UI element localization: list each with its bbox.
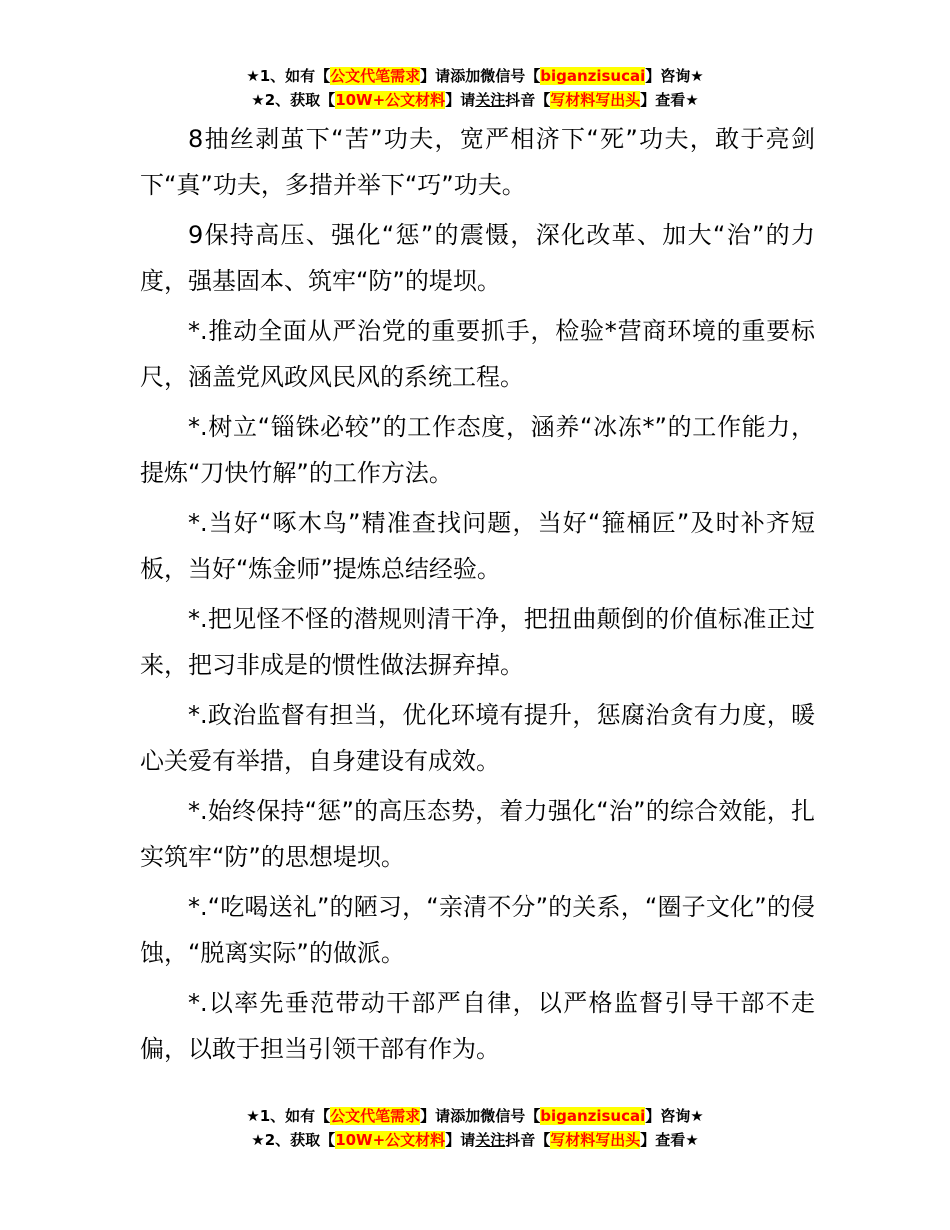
highlight-douyin: 写材料写出头 <box>550 1131 641 1149</box>
banner-text: 抖音【 <box>505 1131 551 1149</box>
paragraph: *.政治监督有担当，优化环境有提升，惩腐治贪有力度，暖心关爱有举措，自身建设有成效。 <box>140 701 815 775</box>
highlight-service: 公文代笔需求 <box>330 1107 421 1125</box>
paragraph: *.当好“啄木鸟”精准查找问题，当好“箍桶匠”及时补齐短板，当好“炼金师”提炼总结经验。 <box>140 509 815 583</box>
paragraph: *.以率先垂范带动干部严自律，以严格监督引导干部不走偏，以敢于担当引领干部有作为。 <box>140 989 815 1063</box>
banner-text: 】查看★ <box>640 1131 699 1149</box>
banner-text: 】请 <box>420 67 451 85</box>
banner-text: 关注 <box>475 91 506 109</box>
banner-text: 添加 <box>450 67 481 85</box>
highlight-materials: 10W+公文材料 <box>335 1131 446 1149</box>
banner-text: 】咨询★ <box>645 67 704 85</box>
highlight-wechat-id: biganzisucai <box>540 1107 646 1125</box>
banner-line-2 <box>0 1128 950 1152</box>
banner-text: 抖音【 <box>505 91 551 109</box>
banner-text: ★1、如有【 <box>246 67 331 85</box>
banner-text: 添加 <box>450 1107 481 1125</box>
paragraph: *.始终保持“惩”的高压态势，着力强化“治”的综合效能，扎实筑牢“防”的思想堤坝。 <box>140 797 815 871</box>
banner-text: 】请 <box>445 91 476 109</box>
paragraph: *.树立“锱铢必较”的工作态度，涵养“冰冻*”的工作能力，提炼“刀快竹解”的工作方法。 <box>140 413 815 487</box>
banner-text: 关注 <box>475 1131 506 1149</box>
banner-text: ★2、获取【 <box>251 1131 336 1149</box>
banner-text: 】查看★ <box>640 91 699 109</box>
header-banner <box>0 64 950 112</box>
highlight-service: 公文代笔需求 <box>330 67 421 85</box>
banner-text: 】咨询★ <box>645 1107 704 1125</box>
document-body <box>140 116 815 1076</box>
paragraph: 9保持高压、强化“惩”的震慑，深化改革、加大“治”的力度，强基固本、筑牢“防”的堤坝。 <box>140 221 815 295</box>
highlight-materials: 10W+公文材料 <box>335 91 446 109</box>
banner-text: 微信号【 <box>480 67 541 85</box>
banner-text: ★2、获取【 <box>251 91 336 109</box>
banner-text: 】请 <box>420 1107 451 1125</box>
banner-line-1 <box>0 64 950 88</box>
banner-text: ★1、如有【 <box>246 1107 331 1125</box>
paragraph: *.推动全面从严治党的重要抓手，检验*营商环境的重要标尺，涵盖党风政风民风的系统工程。 <box>140 317 815 391</box>
banner-line-1 <box>0 1104 950 1128</box>
highlight-douyin: 写材料写出头 <box>550 91 641 109</box>
paragraph: *.把见怪不怪的潜规则清干净，把扭曲颠倒的价值标准正过来，把习非成是的惯性做法摒弃掉。 <box>140 605 815 679</box>
banner-line-2 <box>0 88 950 112</box>
paragraph: 8抽丝剥茧下“苦”功夫，宽严相济下“死”功夫，敢于亮剑下“真”功夫，多措并举下“巧”功夫。 <box>140 125 815 199</box>
banner-text: 】请 <box>445 1131 476 1149</box>
footer-banner <box>0 1104 950 1152</box>
banner-text: 微信号【 <box>480 1107 541 1125</box>
highlight-wechat-id: biganzisucai <box>540 67 646 85</box>
paragraph: *.“吃喝送礼”的陋习，“亲清不分”的关系，“圈子文化”的侵蚀，“脱离实际”的做派。 <box>140 893 815 967</box>
